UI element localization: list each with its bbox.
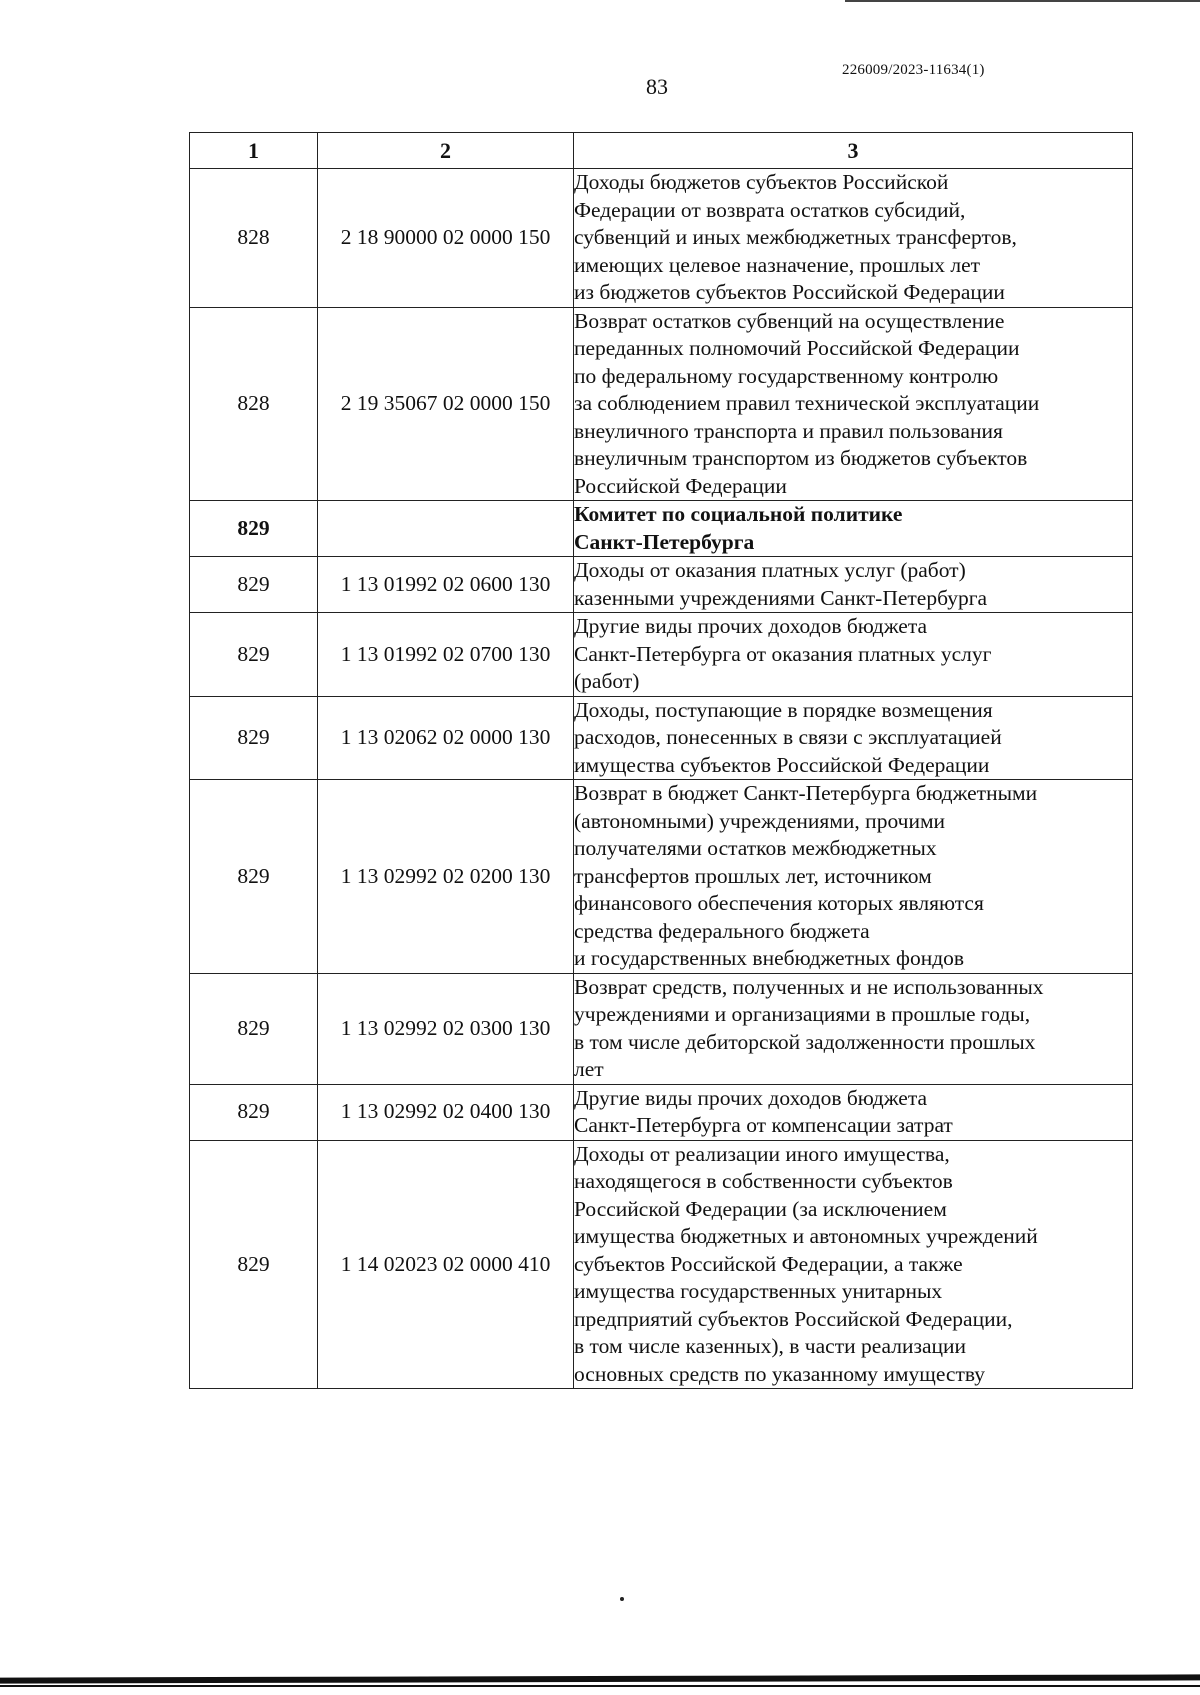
admin-code-cell: 829 bbox=[190, 557, 318, 613]
description-line: внеуличным транспортом из бюджетов субъектов bbox=[574, 446, 1028, 470]
description-line: Доходы бюджетов субъектов Российской bbox=[574, 170, 949, 194]
revenue-code-cell: 1 13 02062 02 0000 130 bbox=[318, 696, 574, 780]
description-cell bbox=[574, 557, 1133, 613]
description-line: Возврат средств, полученных и не использованных bbox=[574, 974, 1044, 999]
admin-code-cell: 829 bbox=[190, 973, 318, 1084]
admin-code-cell: 829 bbox=[190, 1084, 318, 1140]
revenue-code-cell: 1 13 02992 02 0300 130 bbox=[318, 973, 574, 1084]
description-cell bbox=[574, 613, 1133, 697]
revenue-code-cell: 1 13 01992 02 0700 130 bbox=[318, 613, 574, 697]
description-line: (автономными) учреждениями, прочими bbox=[574, 808, 946, 833]
column-header-2: 2 bbox=[318, 133, 574, 169]
description-cell bbox=[574, 501, 1133, 557]
description-line: Российской Федерации bbox=[574, 473, 787, 498]
table-row bbox=[190, 1140, 1133, 1389]
section-header-row bbox=[190, 501, 1133, 557]
document-id: 226009/2023-11634(1) bbox=[842, 62, 985, 78]
revenue-code-cell: 1 13 02992 02 0400 130 bbox=[318, 1084, 574, 1140]
description-line: Доходы от оказания платных услуг (работ) bbox=[574, 558, 966, 582]
admin-code-cell: 829 bbox=[190, 1140, 318, 1389]
admin-code-cell: 829 bbox=[190, 696, 318, 780]
description-line: внеуличного транспорта и правил пользования bbox=[574, 418, 1003, 443]
description-cell bbox=[574, 696, 1133, 780]
revenue-code-cell: 2 18 90000 02 0000 150 bbox=[318, 169, 574, 308]
description-line: средства федерального бюджета bbox=[574, 918, 870, 943]
description-line: имеющих целевое назначение, прошлых лет bbox=[574, 252, 981, 277]
description-line: трансфертов прошлых лет, источником bbox=[574, 863, 932, 888]
description-line: имущества бюджетных и автономных учреждений bbox=[574, 1224, 1038, 1248]
description-cell bbox=[574, 973, 1133, 1084]
admin-code-cell: 829 bbox=[190, 613, 318, 697]
description-line: финансового обеспечения которых являются bbox=[574, 891, 984, 915]
description-line: Доходы от реализации иного имущества, bbox=[574, 1141, 950, 1166]
table-header-row bbox=[190, 133, 1133, 169]
table-row bbox=[190, 1084, 1133, 1140]
description-line: предприятий субъектов Российской Федерации, bbox=[574, 1306, 1013, 1331]
description-line: Возврат остатков субвенций на осуществление bbox=[574, 308, 1005, 333]
description-line: в том числе дебиторской задолженности прошлых bbox=[574, 1029, 1036, 1054]
scan-speck bbox=[620, 1597, 624, 1601]
description-line: получателями остатков межбюджетных bbox=[574, 836, 937, 860]
description-line: Санкт-Петербурга от оказания платных услуг bbox=[574, 641, 992, 666]
table-row bbox=[190, 557, 1133, 613]
description-line: Другие виды прочих доходов бюджета bbox=[574, 614, 928, 638]
description-line: Другие виды прочих доходов бюджета bbox=[574, 1085, 928, 1110]
description-line: учреждениями и организациями в прошлые годы, bbox=[574, 1002, 1031, 1026]
description-line: Доходы, поступающие в порядке возмещения bbox=[574, 697, 993, 722]
table-body bbox=[190, 169, 1133, 1389]
description-line: субъектов Российской Федерации, а также bbox=[574, 1251, 963, 1276]
description-cell bbox=[574, 307, 1133, 501]
admin-code-cell: 829 bbox=[190, 501, 318, 557]
description-line: из бюджетов субъектов Российской Федерации bbox=[574, 280, 1005, 304]
admin-code-cell: 828 bbox=[190, 307, 318, 501]
description-line: Возврат в бюджет Санкт-Петербурга бюджетными bbox=[574, 781, 1038, 805]
description-line: Санкт-Петербурга bbox=[574, 529, 755, 554]
description-line: расходов, понесенных в связи с эксплуатацией bbox=[574, 725, 1002, 749]
description-line: имущества государственных унитарных bbox=[574, 1279, 943, 1303]
admin-code-cell: 829 bbox=[190, 780, 318, 974]
description-line: имущества субъектов Российской Федерации bbox=[574, 752, 990, 777]
scan-top-edge bbox=[845, 0, 1200, 2]
description-line: Федерации от возврата остатков субсидий, bbox=[574, 197, 966, 222]
column-header-3: 3 bbox=[574, 133, 1133, 169]
description-line: субвенций и иных межбюджетных трансфертов, bbox=[574, 225, 1017, 249]
description-line: в том числе казенных), в части реализации bbox=[574, 1334, 967, 1358]
description-cell bbox=[574, 169, 1133, 308]
table-row bbox=[190, 696, 1133, 780]
description-cell bbox=[574, 1084, 1133, 1140]
page-number: 83 bbox=[646, 74, 668, 99]
revenue-code-cell: 1 13 01992 02 0600 130 bbox=[318, 557, 574, 613]
description-line: (работ) bbox=[574, 669, 640, 693]
description-line: Санкт-Петербурга от компенсации затрат bbox=[574, 1113, 953, 1137]
revenue-codes-table bbox=[189, 132, 1133, 1389]
description-line: Российской Федерации (за исключением bbox=[574, 1196, 947, 1221]
table-row bbox=[190, 780, 1133, 974]
table-row bbox=[190, 307, 1133, 501]
table-row bbox=[190, 169, 1133, 308]
description-line: основных средств по указанному имуществу bbox=[574, 1361, 986, 1386]
table-row bbox=[190, 973, 1133, 1084]
description-line: казенными учреждениями Санкт-Петербурга bbox=[574, 585, 988, 610]
description-line: переданных полномочий Российской Федерации bbox=[574, 336, 1020, 360]
description-cell bbox=[574, 1140, 1133, 1389]
table-row bbox=[190, 613, 1133, 697]
description-line: за соблюдением правил технической эксплуатации bbox=[574, 391, 1040, 415]
column-header-1: 1 bbox=[190, 133, 318, 169]
admin-code-cell: 828 bbox=[190, 169, 318, 308]
description-line: по федеральному государственному контролю bbox=[574, 363, 999, 388]
scan-bottom-bar bbox=[0, 1674, 1200, 1683]
description-cell bbox=[574, 780, 1133, 974]
revenue-code-cell bbox=[318, 501, 574, 557]
revenue-code-cell: 2 19 35067 02 0000 150 bbox=[318, 307, 574, 501]
description-line: и государственных внебюджетных фондов bbox=[574, 946, 965, 970]
scan-bottom-line bbox=[0, 1685, 1200, 1687]
description-line: лет bbox=[574, 1057, 604, 1081]
revenue-code-cell: 1 14 02023 02 0000 410 bbox=[318, 1140, 574, 1389]
revenue-code-cell: 1 13 02992 02 0200 130 bbox=[318, 780, 574, 974]
description-line: находящегося в собственности субъектов bbox=[574, 1169, 953, 1193]
description-line: Комитет по социальной политике bbox=[574, 502, 903, 526]
